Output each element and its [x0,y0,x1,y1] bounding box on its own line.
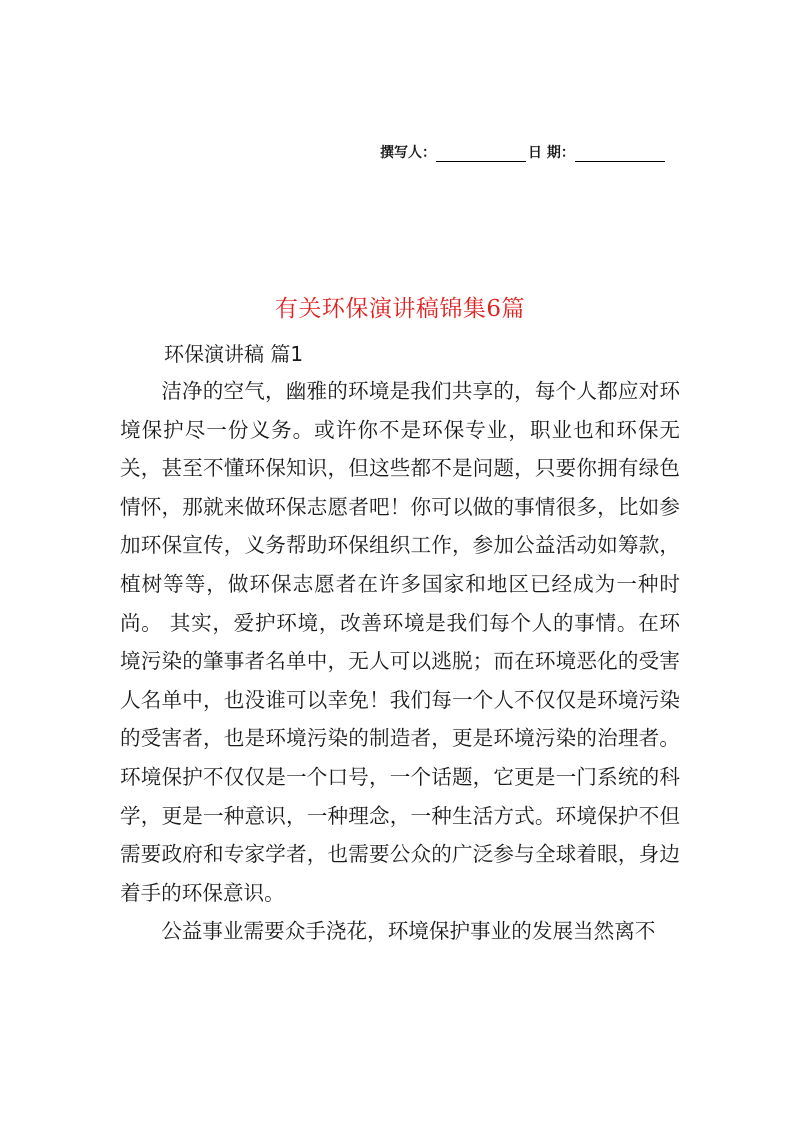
author-blank [436,145,526,162]
author-date-line [380,140,680,162]
section-heading: 环保演讲稿 篇1 [164,342,304,366]
paragraph-1: 洁净的空气，幽雅的环境是我们共享的，每个人都应对环境保护尽一份义务。或许你不是环保专业，职业也和环保无关，甚至不懂环保知识，但这些都不是问题，只要你拥有绿色情怀，那就来做环保志愿者吧！你可以做的事情很多，比如参加环保宣传，义务帮助环保组织工作，参加公益活动如筹款，植树等等，做环保志愿者在许多国家和地区已经成为一种时尚。 其实，爱护环境，改善环境是我们每个人的事情。在环境污染的肇事者名单中，无人可以逃脱；而在环境恶化的受害人名单中，也没谁可以幸免！我们每一个人不仅仅是环境污染的受害者，也是环境污染的制造者，更是环境污染的治理者。环境保护不仅仅是一个口号，一个话题，它更是一门系统的科学，更是一种意识，一种理念，一种生活方式。环境保护不但需要政府和专家学者，也需要公众的广泛参与全球着眼，身边着手的环保意识。 [120,379,680,905]
paragraph-2: 公益事业需要众手浇花，环境保护事业的发展当然离不 [161,919,656,944]
document-title: 有关环保演讲稿锦集6篇 [274,296,526,322]
author-label: 撰写人： [380,145,436,161]
document-body [120,372,680,951]
date-label: 日 期： [528,145,575,161]
date-blank [575,145,665,162]
